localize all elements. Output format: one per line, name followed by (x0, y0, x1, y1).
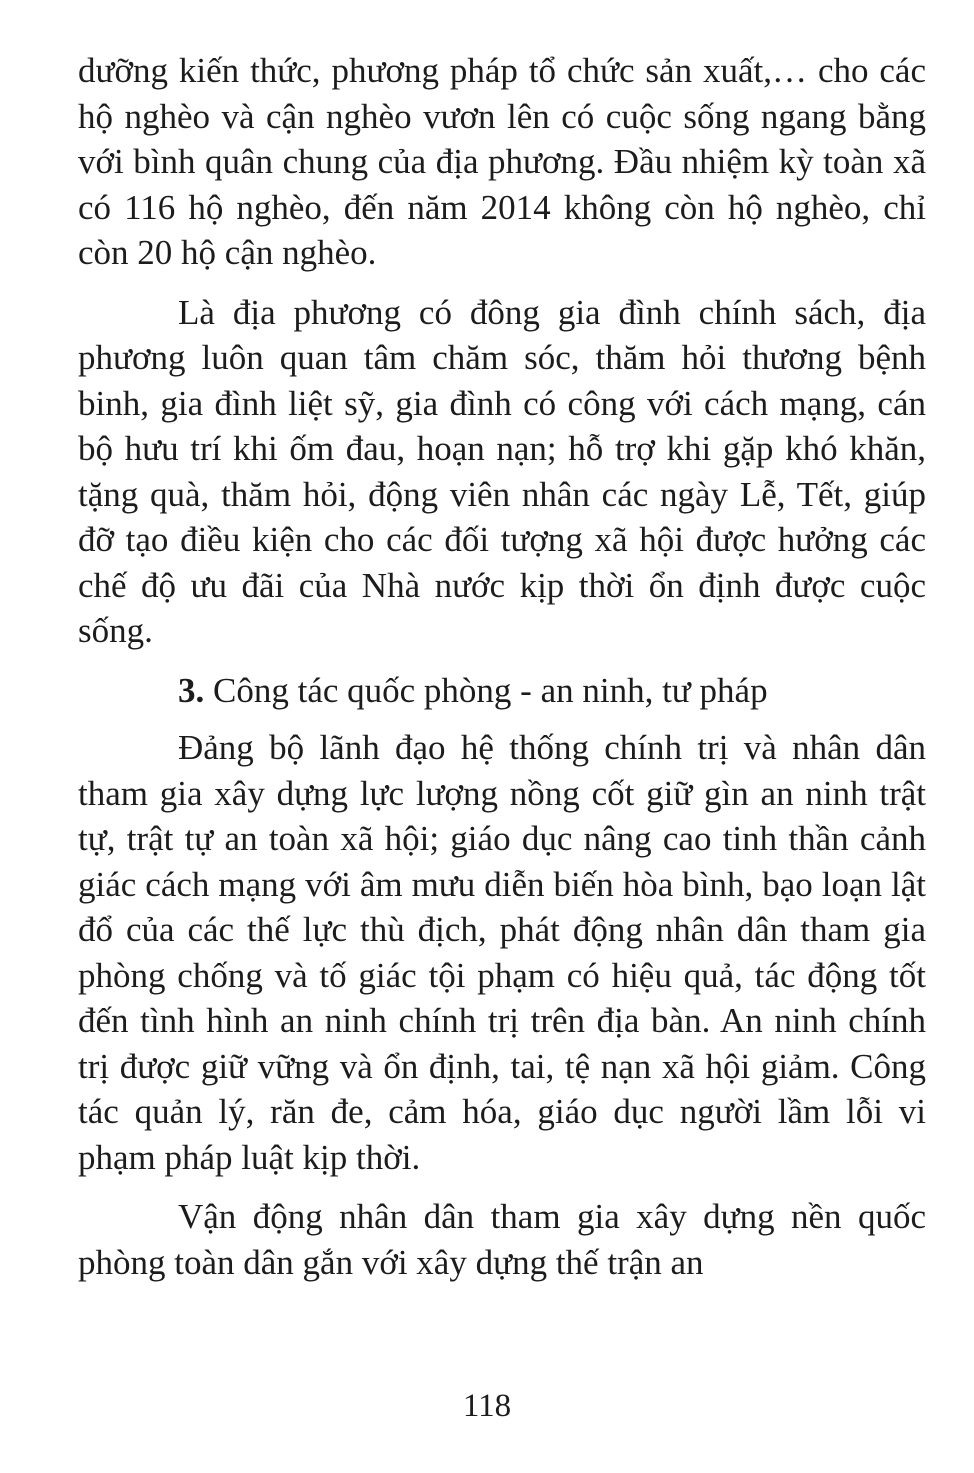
section-heading (78, 668, 926, 714)
book-page (78, 48, 926, 1285)
paragraph-security: Đảng bộ lãnh đạo hệ thống chính trị và nhân dân tham gia xây dựng lực lượng nồng cốt giữ gìn an ninh trật tự, trật tự an toàn xã hội; giáo dục nâng cao tinh thần cảnh giác cách mạng với âm mưu diễn biến hòa bình, bạo loạn lật đổ của các thế lực thù địch, phát động nhân dân tham gia phòng chống và tố giác tội phạm có hiệu quả, tác động tốt đến tình hình an ninh chính trị trên địa bàn. An ninh chính trị được giữ vững và ổn định, tai, tệ nạn xã hội giảm. Công tác quản lý, răn đe, cảm hóa, giáo dục người lầm lỗi vi phạm pháp luật kịp thời. (78, 728, 926, 1177)
paragraph-national-defense: Vận động nhân dân tham gia xây dựng nền quốc phòng toàn dân gắn với xây dựng thế trận an (78, 1197, 926, 1282)
paragraph-poverty-reduction: dưỡng kiến thức, phương pháp tổ chức sản xuất,… cho các hộ nghèo và cận nghèo vươn lên có cuộc sống ngang bằng với bình quân chung của địa phương. Đầu nhiệm kỳ toàn xã có 116 hộ nghèo, đến năm 2014 không còn hộ nghèo, chỉ còn 20 hộ cận nghèo. (78, 51, 926, 272)
section-title: Công tác quốc phòng - an ninh, tư pháp (204, 670, 768, 710)
section-number: 3. (178, 670, 205, 710)
paragraph-policy-families: Là địa phương có đông gia đình chính sách, địa phương luôn quan tâm chăm sóc, thăm hỏi thương bệnh binh, gia đình liệt sỹ, gia đình có công với cách mạng, cán bộ hưu trí khi ốm đau, hoạn nạn; hỗ trợ khi gặp khó khăn, tặng quà, thăm hỏi, động viên nhân các ngày Lễ, Tết, giúp đỡ tạo điều kiện cho các đối tượng xã hội được hưởng các chế độ ưu đãi của Nhà nước kịp thời ổn định được cuộc sống. (78, 292, 926, 650)
page-number: 118 (462, 1388, 512, 1424)
